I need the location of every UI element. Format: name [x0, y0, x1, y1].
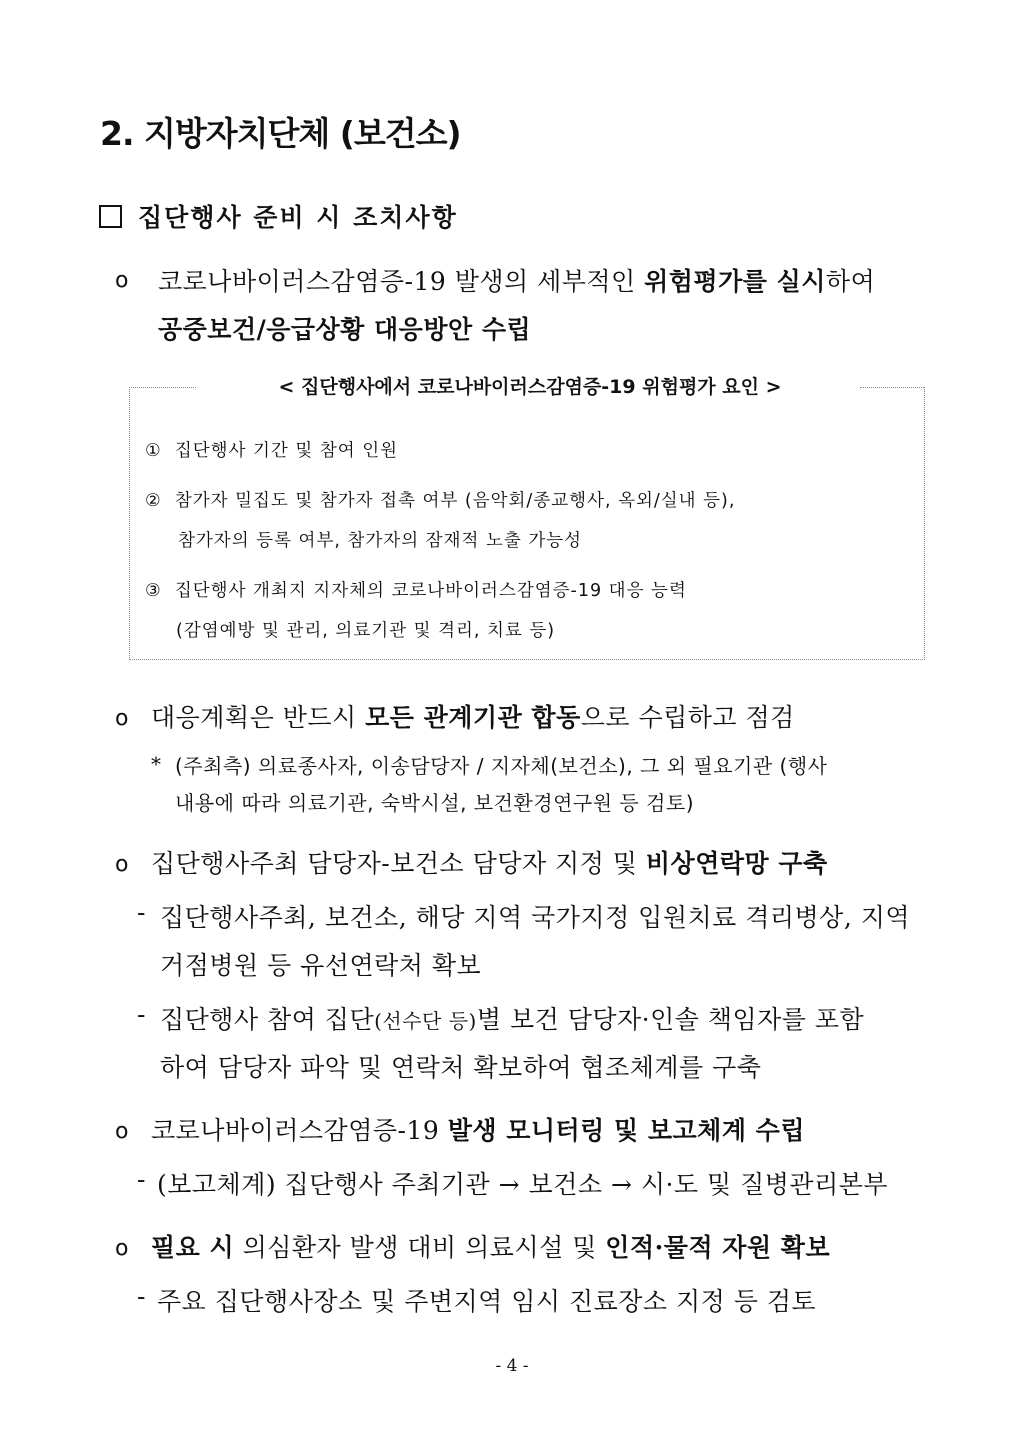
- paragraph-2: [151, 698, 795, 734]
- p1-text-c: 하여: [825, 267, 876, 296]
- item-text: 참가자 밀집도 및 참가자 접촉 여부 (음악회/종교행사, 옥외/실내 등),: [174, 491, 736, 511]
- p4-text-a: 코로나바이러스감염증-19: [151, 1116, 448, 1145]
- note-marker: *: [151, 752, 162, 776]
- section-title: 2. 지방자치단체 (보건소): [100, 114, 461, 153]
- bullet-marker: ο: [115, 1119, 129, 1144]
- p5-text-bold-a: 필요 시: [151, 1233, 235, 1262]
- box-item-3-line-2: (감염예방 및 관리, 의료기관 및 격리, 치료 등): [176, 621, 556, 641]
- p1-text-a: 코로나바이러스감염증-19 발생의 세부적인: [158, 267, 645, 296]
- note-line-1: (주최측) 의료종사자, 이송담당자 / 지자체(보건소), 그 외 필요기관 (행사: [175, 754, 828, 778]
- p4-dash-1: (보고체계) 집단행사 주최기관 → 보건소 → 시·도 및 질병관리본부: [157, 1170, 889, 1199]
- dash-marker: -: [137, 898, 146, 927]
- p2-text-c: 으로 수립하고 점검: [580, 703, 795, 732]
- item-text: 집단행사 개최지 지자체의 코로나바이러스감염증-19 대응 능력: [174, 581, 687, 601]
- checkbox-square-icon: [99, 205, 122, 228]
- dash-marker: -: [137, 1165, 146, 1194]
- p5-text-bold-c: 인적·물적 자원 확보: [605, 1233, 831, 1262]
- item-marker: ②: [145, 491, 162, 511]
- box-item-2-line-2: 참가자의 등록 여부, 참가자의 잠재적 노출 가능성: [178, 531, 583, 551]
- p1-text-bold: 위험평가를 실시: [644, 267, 826, 296]
- item-marker: ①: [145, 441, 162, 461]
- p5-text-b: 의심환자 발생 대비 의료시설 및: [234, 1233, 606, 1262]
- section-heading: 집단행사 준비 시 조치사항: [138, 203, 458, 232]
- p3-d2-text-a: 집단행사 참여 집단: [160, 1005, 375, 1034]
- box-title: < 집단행사에서 코로나바이러스감염증-19 위험평가 요인 >: [210, 372, 850, 399]
- p5-dash-1: 주요 집단행사장소 및 주변지역 임시 진료장소 지정 등 검토: [157, 1287, 817, 1316]
- p2-text-a: 대응계획은 반드시: [151, 703, 366, 732]
- bullet-marker: ο: [115, 268, 129, 293]
- item-marker: ③: [145, 581, 162, 601]
- p3-dash-1-line-1: 집단행사주최, 보건소, 해당 지역 국가지정 입원치료 격리병상, 지역: [160, 903, 911, 932]
- box-top-border-right: [860, 387, 924, 388]
- p3-dash-2-line-2: 하여 담당자 파악 및 연락처 확보하여 협조체계를 구축: [160, 1053, 762, 1082]
- paragraph-3: [151, 844, 828, 880]
- paragraph-4: [151, 1111, 805, 1147]
- p3-text-bold: 비상연락망 구축: [645, 849, 828, 878]
- page-number: - 4 -: [495, 1356, 529, 1376]
- p3-dash-2-line-1: [160, 1000, 864, 1036]
- bullet-marker: ο: [115, 1236, 129, 1261]
- item-text: 집단행사 기간 및 참여 인원: [174, 441, 399, 461]
- p3-d2-text-small: (선수단 등): [374, 1009, 477, 1033]
- p1-line2-bold: 공중보건/응급상황 대응방안 수립: [158, 315, 532, 344]
- p3-text-a: 집단행사주최 담당자-보건소 담당자 지정 및: [151, 849, 646, 878]
- p4-text-bold: 발생 모니터링 및 보고체계 수립: [447, 1116, 805, 1145]
- paragraph-1-line-1: [158, 262, 875, 298]
- dash-marker: -: [137, 1000, 146, 1029]
- p3-d2-text-c: 별 보건 담당자·인솔 책임자를 포함: [476, 1005, 865, 1034]
- box-item-3: [145, 577, 687, 602]
- box-item-1: [145, 437, 398, 462]
- dash-marker: -: [137, 1282, 146, 1311]
- p3-dash-1-line-2: 거점병원 등 유선연락처 확보: [160, 951, 482, 980]
- paragraph-1-line-2: [158, 310, 531, 346]
- box-item-2: [145, 487, 735, 512]
- p2-text-bold: 모든 관계기관 합동: [365, 703, 581, 732]
- bullet-marker: ο: [115, 706, 129, 731]
- paragraph-5: [151, 1228, 830, 1264]
- bullet-marker: ο: [115, 852, 129, 877]
- box-top-border-left: [129, 387, 196, 388]
- note-line-2: 내용에 따라 의료기관, 숙박시설, 보건환경연구원 등 검토): [175, 791, 695, 815]
